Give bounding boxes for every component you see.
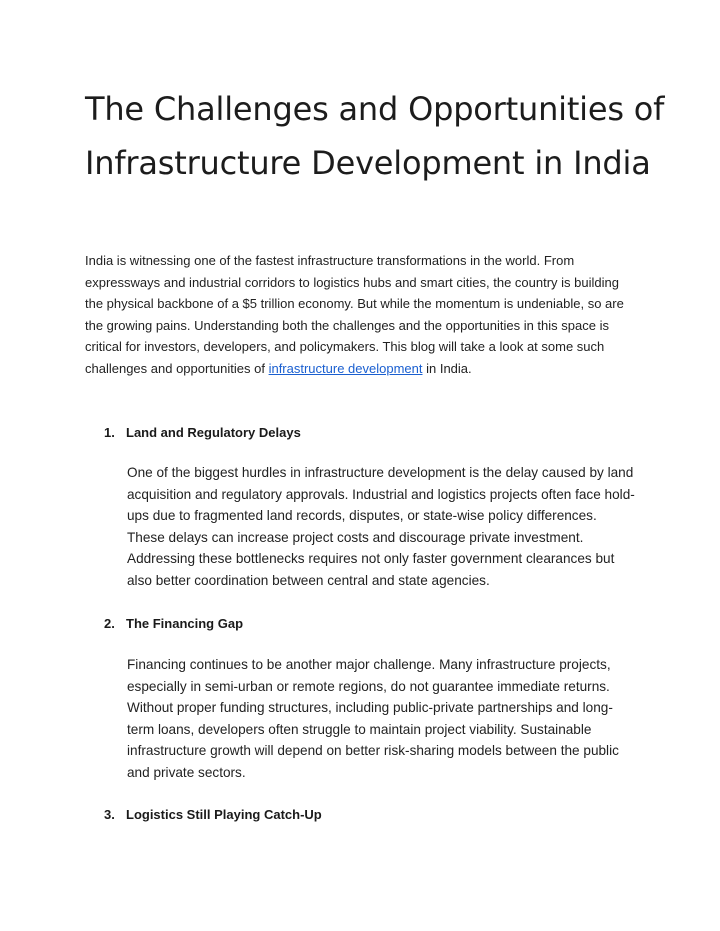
section-body-financing-gap: Financing continues to be another major challenge. Many infrastructure projects, especially in semi-urban or remote regions, do not guarantee immediate returns. Without proper funding structures, including public-private partnerships and long-term loans, developers often struggle to maintain project viability. Sustainable infrastructure growth will depend on better risk-sharing models between the public and private sectors. bbox=[127, 657, 619, 780]
intro-paragraph bbox=[85, 250, 625, 380]
section-heading-financing-gap bbox=[104, 615, 243, 633]
section-body-land-regulatory: One of the biggest hurdles in infrastructure development is the delay caused by land acquisition and regulatory approvals. Industrial and logistics projects often face hold-ups due to fragmented land records, disputes, or state-wise policy differences. These delays can increase project costs and discourage private investment. Addressing these bottlenecks requires not only faster government clearances but also better coordination between central and state agencies. bbox=[127, 465, 635, 588]
section-number: 3. bbox=[104, 807, 115, 822]
section-heading-logistics bbox=[104, 806, 322, 824]
infrastructure-development-link[interactable]: infrastructure development bbox=[268, 360, 423, 376]
section-heading-land-regulatory bbox=[104, 424, 301, 442]
section-number: 1. bbox=[104, 425, 115, 440]
section-heading-text: Logistics Still Playing Catch-Up bbox=[126, 807, 322, 822]
section-number: 2. bbox=[104, 616, 115, 631]
section-heading-text: Land and Regulatory Delays bbox=[126, 425, 301, 440]
section-heading-text: The Financing Gap bbox=[126, 616, 244, 631]
intro-text: India is witnessing one of the fastest infrastructure transformations in the world. From expressways and industrial corridors to logistics hubs and smart cities, the country is building the physical backbone of a $5 trillion economy. But while the momentum is undeniable, so are the growing pains. Understanding both the challenges and the opportunities in this space is critical for investors, developers, and policymakers. This blog will take a look at some such challenges and opportunities of bbox=[85, 253, 624, 376]
intro-text-end: in India. bbox=[422, 360, 472, 376]
page-title: The Challenges and Opportunities of Infrastructure Development in India bbox=[85, 90, 665, 182]
